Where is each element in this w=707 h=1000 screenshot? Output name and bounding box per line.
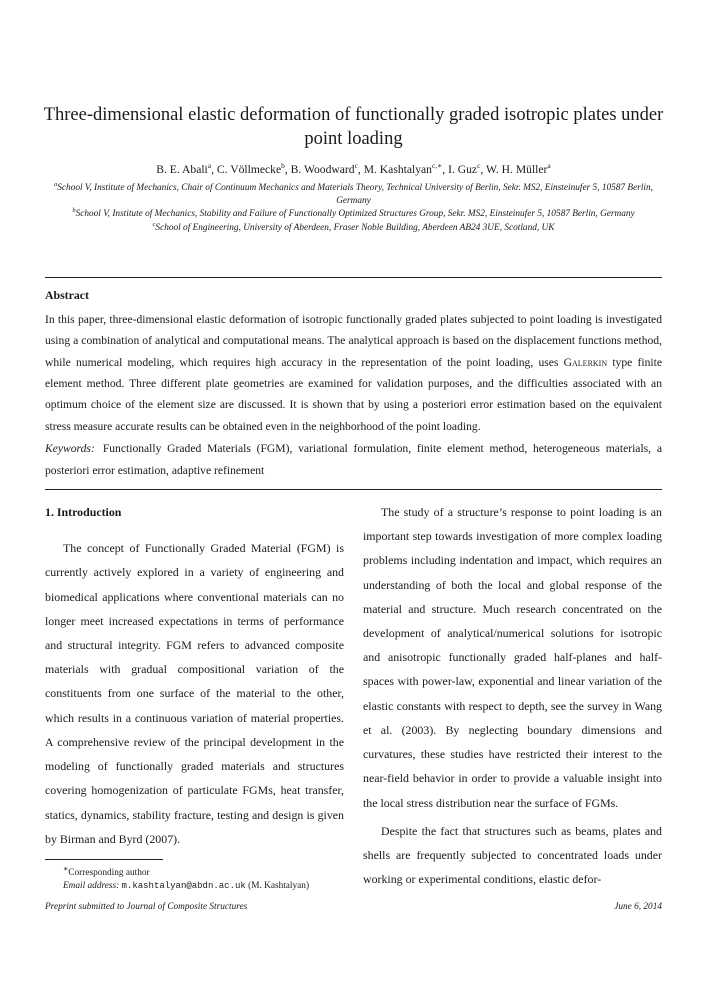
email-label: Email address:	[63, 881, 120, 891]
abstract-part: In this paper, three-dimensional elastic deformation of isotropic functionally graded plates subjected to point loading is investigated using a combination of analytical and computational means. The analytical approach is based on the displacement functions method, while numerical modeling, which requires high accuracy in the representation of the point loading, uses	[45, 312, 662, 369]
affiliation-mark: a	[54, 180, 58, 188]
footnote-area	[45, 851, 344, 893]
keywords-label: Keywords:	[45, 442, 95, 456]
abstract-text	[45, 309, 662, 437]
author: B. Woodward	[290, 163, 355, 176]
keywords	[45, 438, 662, 481]
author-affiliation-mark: b	[281, 161, 285, 171]
paragraph: The study of a structure’s response to point loading is an important step towards investigation of more complex loading problems including indentation and impact, which requires an understanding of both the local and global response of the material and structure. Much research concentrated on the development of analytical/numerical solutions for isotropic and anisotropic functionally graded half-planes and half-spaces with power-law, exponential and linear variation of the elastic constants with respect to depth, see the survey in Wang et al. (2003). By neglecting boundary dimensions and curvatures, these studies have restricted their interest to the near-field behavior in order to provide a valuable insight into the local stress distribution near the surface of FGMs.	[363, 505, 662, 810]
author: C. Völlmecke	[216, 163, 282, 176]
author-affiliation-mark: c	[354, 161, 358, 171]
author: I. Guz	[448, 163, 478, 176]
left-column	[45, 500, 344, 893]
footnote	[45, 862, 344, 893]
affiliations	[45, 182, 662, 235]
page	[45, 103, 662, 954]
body-columns	[45, 500, 662, 893]
divider	[45, 489, 662, 490]
author-affiliation-mark: a	[547, 161, 551, 171]
affiliation-mark: b	[72, 207, 76, 215]
paragraph: The concept of Functionally Graded Material (FGM) is currently actively explored in a variety of engineering and biomedical applications where conventional materials can no longer meet increased expectations in terms of performance and structural integrity. FGM refers to advanced composite materials with gradual compositional variation of the constituents from one surface of the material to the other, which results in a continuous variation of material properties. A comprehensive review of the principal development in the modeling of functionally graded materials and structures covering homogenization of particulate FGMs, heat transfer, statics, dynamics, stability fracture, testing and design is given by Birman and Byrd (2007).	[45, 541, 344, 846]
paper-title: Three-dimensional elastic deformation of functionally graded isotropic plates under point loading	[43, 105, 664, 149]
author: W. H. Müller	[486, 163, 548, 176]
affiliation-mark: c	[152, 220, 156, 228]
author-affiliation-mark: c,∗	[431, 161, 443, 171]
affiliation	[45, 208, 662, 221]
author: B. E. Abali	[156, 163, 208, 176]
paragraph: Despite the fact that structures such as beams, plates and shells are frequently subjected to concentrated loads under working or experimental conditions, elastic defor-	[363, 823, 662, 887]
author-affiliation-mark: c	[477, 161, 481, 171]
section-heading: 1. Introduction	[45, 505, 122, 520]
right-column	[363, 500, 662, 893]
affiliation	[45, 182, 662, 208]
keywords-text: Functionally Graded Materials (FGM), variational formulation, finite element method, heterogeneous materials, a posteriori error estimation, adaptive refinement	[45, 442, 662, 477]
footer-journal: Preprint submitted to Journal of Composite Structures	[45, 902, 248, 912]
footer-date: June 6, 2014	[614, 902, 662, 912]
galerkin: Galerkin	[563, 355, 608, 369]
divider	[45, 277, 662, 278]
abstract-heading: Abstract	[45, 287, 89, 302]
footer	[45, 901, 662, 914]
affiliation	[45, 222, 662, 235]
email-name: (M. Kashtalyan)	[248, 881, 310, 891]
affiliation-text: School V, Institute of Mechanics, Stability and Failure of Functionally Optimized Structures Group, Sekr. MS2, Einsteinufer 5, 10587 Berlin, Germany	[75, 209, 635, 220]
author: M. Kashtalyan	[363, 163, 432, 176]
author-list: B. E. Abali$^a$, C. Völlmecke$^b$, B. Woodward$^c$, M. Kashtalyan$^{c,∗}$, I. Guz$^c$, W. H. Müller$^a$	[156, 161, 551, 176]
email-address[interactable]: m.kashtalyan@abdn.ac.uk	[121, 881, 246, 891]
corresponding-author: Corresponding author	[68, 868, 150, 878]
author-affiliation-mark: a	[207, 161, 212, 171]
abstract-part: type finite element method. Three different plate geometries are examined for validation purposes, and the difficulties associated with an optimum choice of the element size are discussed. It is shown that by using a posteriori error estimation based on the equivalent stress measure accurate results can be obtained even in the neighborhood of the point loading.	[45, 355, 662, 433]
footnote-rule	[45, 859, 163, 860]
footnote-mark: ∗	[63, 863, 69, 873]
affiliation-text: School of Engineering, University of Aberdeen, Fraser Noble Building, Aberdeen AB24 3UE, Scotland, UK	[155, 222, 555, 233]
affiliation-text: School V, Institute of Mechanics, Chair of Continuum Mechanics and Materials Theory, Technical University of Berlin, Sekr. MS2, Einsteinufer 5, 10587 Berlin, Germany	[57, 183, 653, 207]
